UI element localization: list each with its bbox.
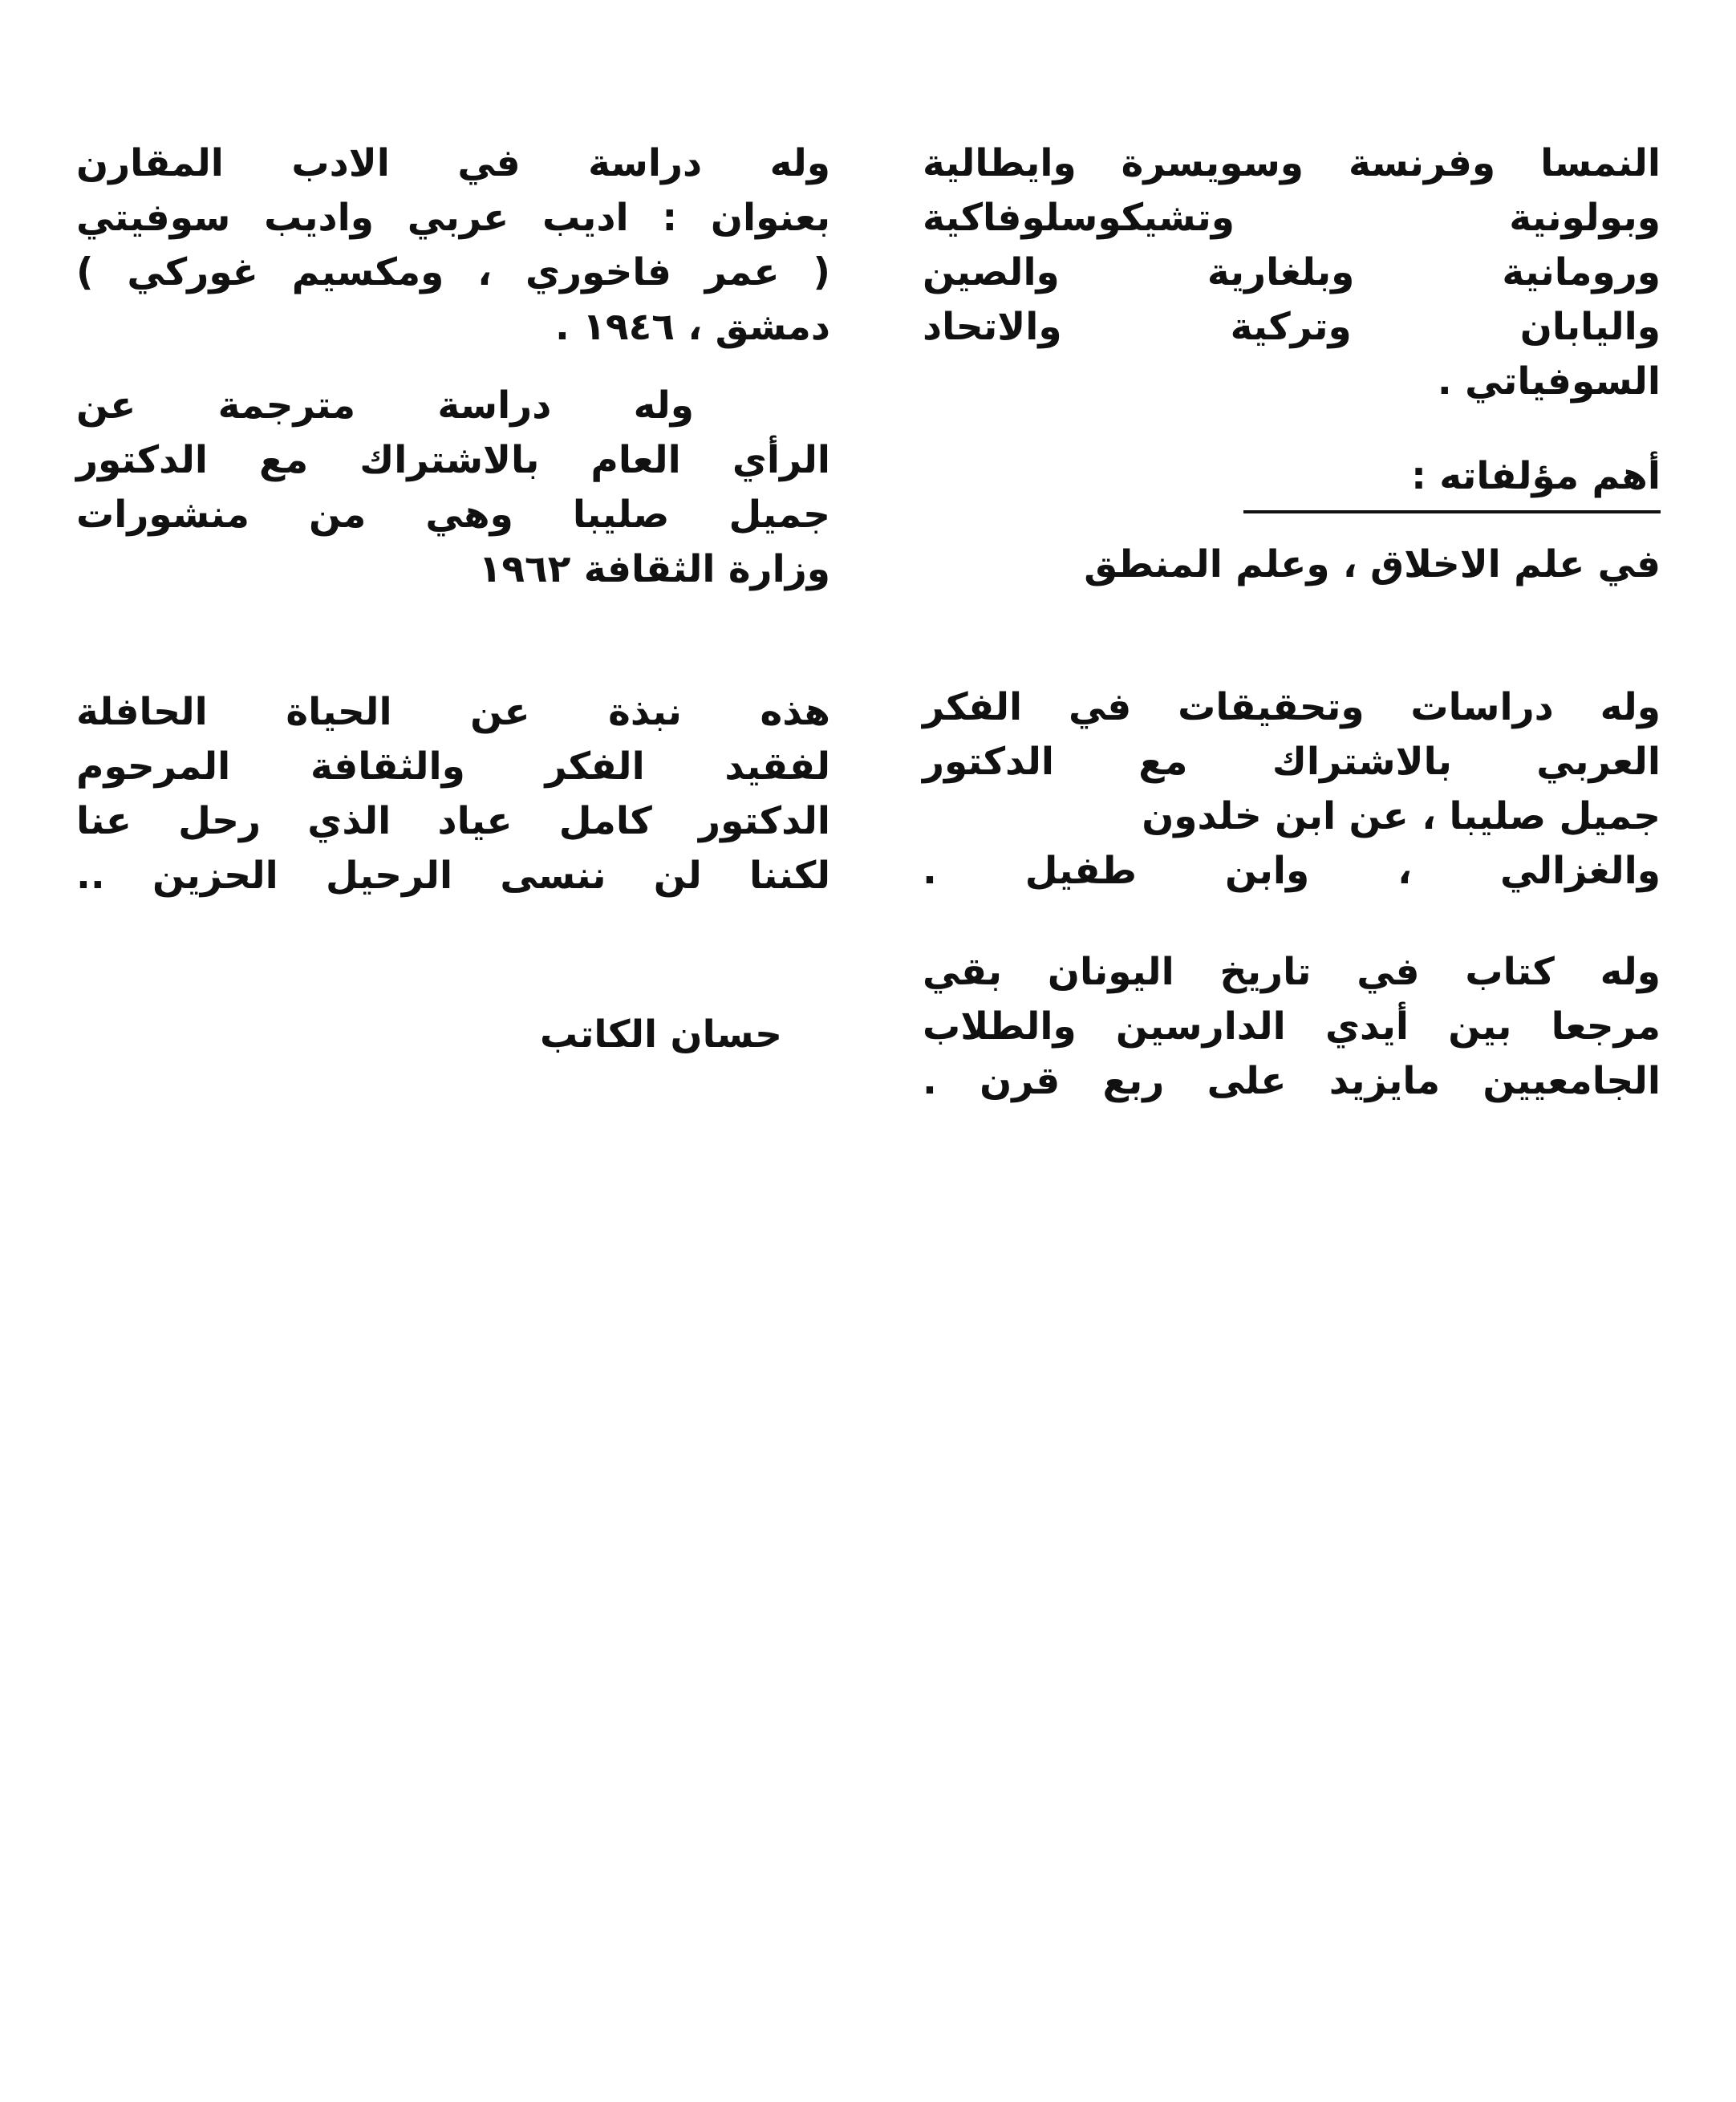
text-line: والغزالي ، وابن طفيل . — [923, 849, 1661, 893]
text-line: وله دراسة مترجمة عن — [76, 383, 694, 428]
text-line: السوفياتي . — [1437, 359, 1661, 404]
translated-study-paragraph — [76, 379, 830, 597]
text-line: وبولونية وتشيكوسلوفاكية — [923, 196, 1661, 240]
greek-history-paragraph — [923, 945, 1661, 1109]
works-line: في علم الاخلاق ، وعلم المنطق — [1084, 542, 1661, 586]
text-line: لفقيد الفكر والثقافة المرحوم — [76, 745, 830, 789]
works-heading: أهم مؤلفاته : — [1411, 454, 1661, 498]
text-line: وله كتاب في تاريخ اليونان بقي — [923, 950, 1661, 994]
text-line: جميل صليبا ، عن ابن خلدون — [1142, 794, 1661, 838]
text-line: مرجعا بين أيدي الدارسين والطلاب — [923, 1004, 1661, 1049]
text-line: الجامعيين مايزيد على ربع قرن . — [923, 1059, 1661, 1103]
text-line: ورومانية وبلغارية والصين — [923, 250, 1661, 294]
text-line: لكننا لن ننسى الرحيل الحزين .. — [76, 854, 830, 898]
text-line: وله دراسات وتحقيقات في الفكر — [923, 685, 1661, 729]
text-line: ( عمر فاخوري ، ومكسيم غوركي ) — [76, 250, 830, 294]
text-line: وله دراسة في الادب المقارن — [76, 141, 830, 185]
works-heading-block — [923, 449, 1661, 513]
text-line: وزارة الثقافة ١٩٦٢ — [478, 547, 830, 591]
studies-paragraph — [923, 680, 1661, 899]
text-line: واليابان وتركية والاتحاد — [923, 305, 1661, 349]
text-line: العربي بالاشتراك مع الدكتور — [923, 740, 1661, 784]
left-column — [76, 136, 830, 1062]
text-line: الدكتور كامل عياد الذي رحل عنا — [76, 799, 830, 843]
text-line: النمسا وفرنسة وسويسرة وايطالية — [923, 141, 1661, 185]
text-line: دمشق ، ١٩٤٦ . — [555, 305, 830, 349]
right-column — [923, 136, 1661, 1109]
closing-paragraph — [76, 685, 830, 903]
comparative-study-paragraph — [76, 136, 830, 355]
text-line: بعنوان : اديب عربي واديب سوفيتي — [76, 196, 830, 240]
author-signature: حسان الكاتب — [540, 1012, 782, 1057]
text-line: هذه نبذة عن الحياة الحافلة — [76, 690, 830, 734]
text-line: الرأي العام بالاشتراك مع الدكتور — [76, 438, 830, 482]
countries-paragraph — [923, 136, 1661, 409]
text-line: جميل صليبا وهي من منشورات — [76, 493, 830, 537]
